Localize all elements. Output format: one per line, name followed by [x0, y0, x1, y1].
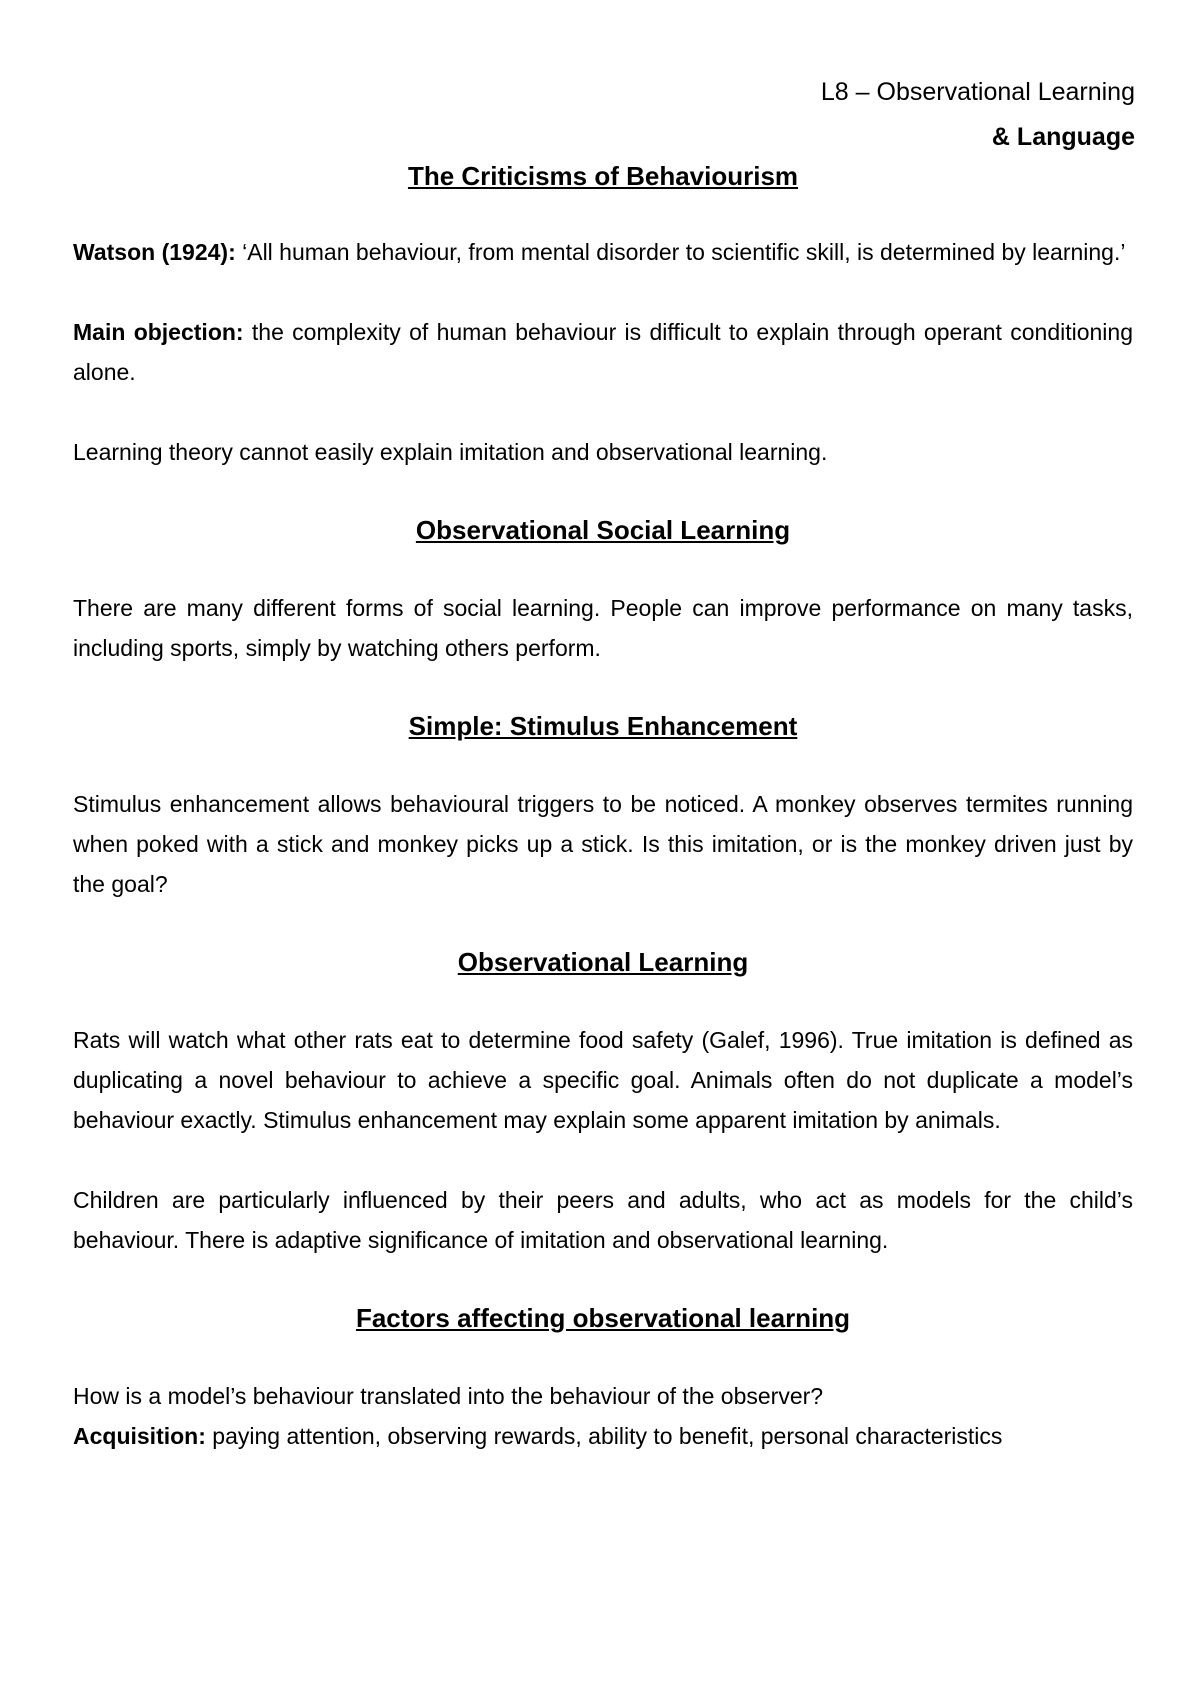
watson-quote: ‘All human behaviour, from mental disorder to scientific skill, is determined by learning.’	[242, 239, 1126, 265]
factors-question: How is a model’s behaviour translated into the behaviour of the observer?	[73, 1383, 824, 1409]
observational-paragraph-2: Children are particularly influenced by their peers and adults, who act as models for the child’s behaviour. There is adaptive significance of imitation and observational learning.	[73, 1187, 1133, 1253]
acquisition-paragraph	[73, 1416, 1133, 1456]
watson-paragraph	[73, 232, 1133, 272]
heading-criticisms: The Criticisms of Behaviourism	[407, 161, 799, 191]
title-line-2: & Language	[991, 123, 1135, 151]
social-learning-paragraph: There are many different forms of social learning. People can improve performance on many tasks, including sports, simply by watching others perform.	[73, 595, 1133, 661]
acquisition-label: Acquisition:	[73, 1423, 206, 1449]
document-title	[73, 70, 1135, 160]
heading-observational-learning: Observational Learning	[457, 947, 749, 977]
heading-stimulus-enhancement: Simple: Stimulus Enhancement	[408, 711, 798, 741]
observational-paragraph-1: Rats will watch what other rats eat to determine food safety (Galef, 1996). True imitation is defined as duplicating a novel behaviour to achieve a specific goal. Animals often do not duplicate a model’s behaviour exactly. Stimulus enhancement may explain some apparent imitation by animals.	[73, 1027, 1133, 1133]
acquisition-text: paying attention, observing rewards, ability to benefit, personal characteristics	[212, 1423, 1003, 1449]
objection-label: Main objection:	[73, 319, 244, 345]
document-page	[73, 70, 1133, 1456]
heading-factors: Factors affecting observational learning	[355, 1303, 851, 1333]
title-line-1: L8 – Observational Learning	[820, 78, 1135, 106]
stimulus-paragraph: Stimulus enhancement allows behavioural triggers to be noticed. A monkey observes termites running when poked with a stick and monkey picks up a stick. Is this imitation, or is the monkey driven just by the goal?	[73, 791, 1133, 897]
learning-theory-paragraph: Learning theory cannot easily explain imitation and observational learning.	[73, 439, 828, 465]
objection-paragraph	[73, 312, 1133, 392]
objection-text: the complexity of human behaviour is difficult to explain through operant conditioning alone.	[73, 319, 1133, 385]
watson-label: Watson (1924):	[73, 239, 236, 265]
heading-social-learning: Observational Social Learning	[415, 515, 791, 545]
